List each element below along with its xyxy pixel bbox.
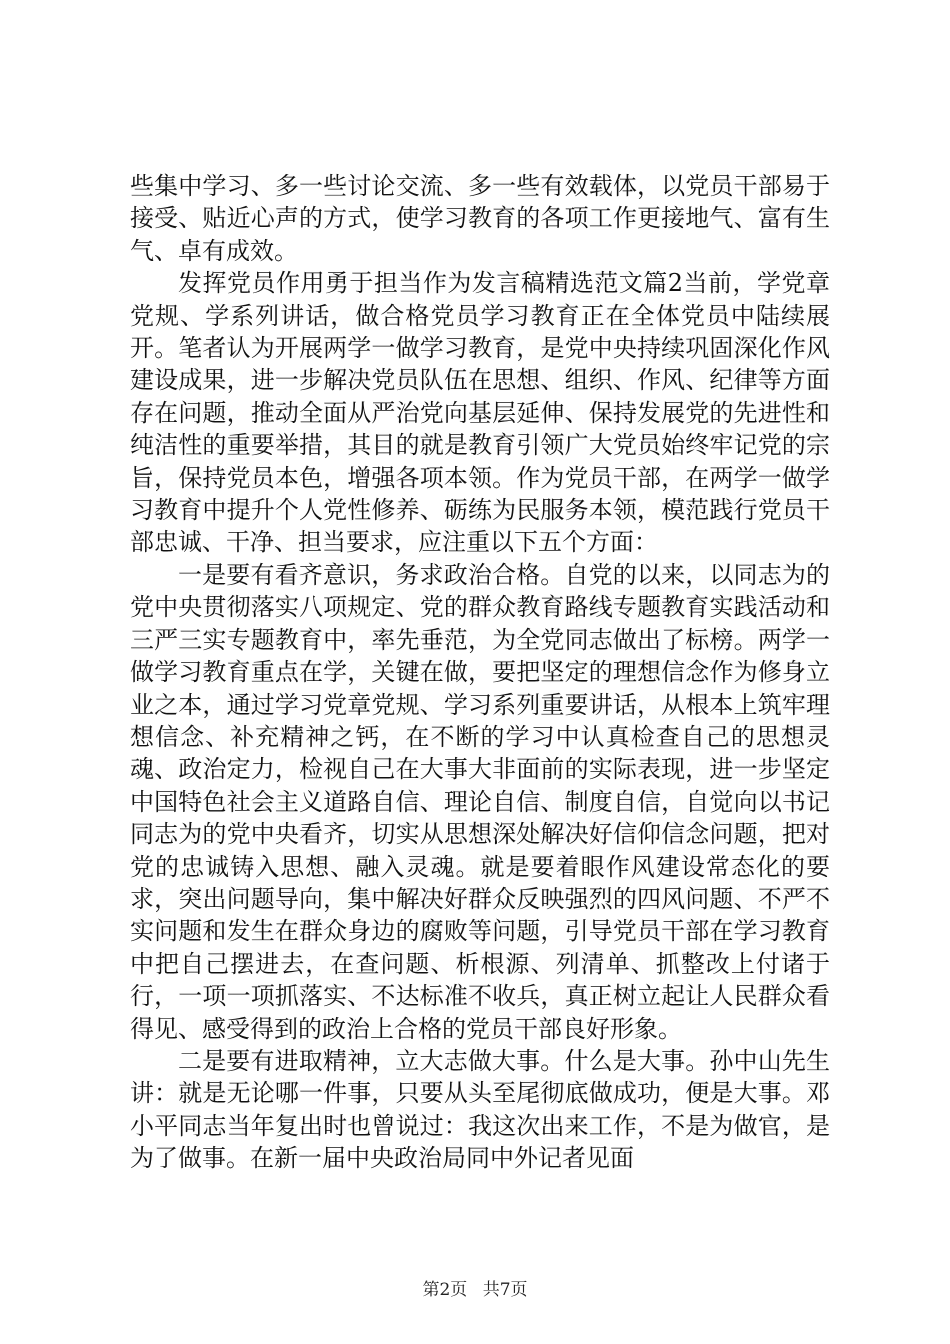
paragraph: 发挥党员作用勇于担当作为发言稿精选范文篇2当前，学党章党规、学系列讲话，做合格党员学习教育正在全体党员中陆续展开。笔者认为开展两学一做学习教育，是党中央持续巩固深化作风建设成果，进一步解决党员队伍在思想、组织、作风、纪律等方面存在问题，推动全面从严治党向基层延伸、保持发展党的先进性和纯洁性的重要举措，其目的就是教育引领广大党员始终牢记党的宗旨，保持党员本色，增强各项本领。作为党员干部，在两学一做学习教育中提升个人党性修养、砺练为民服务本领，模范践行党员干部忠诚、干净、担当要求，应注重以下五个方面：: [130, 269, 830, 557]
paragraph: 二是要有进取精神，立大志做大事。什么是大事。孙中山先生讲：就是无论哪一件事，只要从头至尾彻底做成功，便是大事。邓小平同志当年复出时也曾说过：我这次出来工作，不是为做官，是为了做事。在新一届中央政治局同中外记者见面: [130, 1046, 830, 1173]
page-footer: [0, 1280, 950, 1300]
page-number: 第2页: [422, 1280, 468, 1300]
page-total: 共7页: [482, 1280, 528, 1300]
paragraph: 一是要有看齐意识，务求政治合格。自党的以来，以同志为的党中央贯彻落实八项规定、党的群众教育路线专题教育实践活动和三严三实专题教育中，率先垂范，为全党同志做出了标榜。两学一做学习教育重点在学，关键在做，要把坚定的理想信念作为修身立业之本，通过学习党章党规、学习系列重要讲话，从根本上筑牢理想信念、补充精神之钙，在不断的学习中认真检查自己的思想灵魂、政治定力，检视自己在大事大非面前的实际表现，进一步坚定中国特色社会主义道路自信、理论自信、制度自信，自觉向以书记同志为的党中央看齐，切实从思想深处解决好信仰信念问题，把对党的忠诚铸入思想、融入灵魂。就是要着眼作风建设常态化的要求，突出问题导向，集中解决好群众反映强烈的四风问题、不严不实问题和发生在群众身边的腐败等问题，引导党员干部在学习教育中把自己摆进去，在查问题、析根源、列清单、抓整改上付诸于行，一项一项抓落实、不达标准不收兵，真正树立起让人民群众看得见、感受得到的政治上合格的党员干部良好形象。: [130, 560, 830, 1043]
paragraph: 些集中学习、多一些讨论交流、多一些有效载体，以党员干部易于接受、贴近心声的方式，使学习教育的各项工作更接地气、富有生气、卓有成效。: [130, 172, 830, 265]
document-body: [130, 170, 830, 1175]
